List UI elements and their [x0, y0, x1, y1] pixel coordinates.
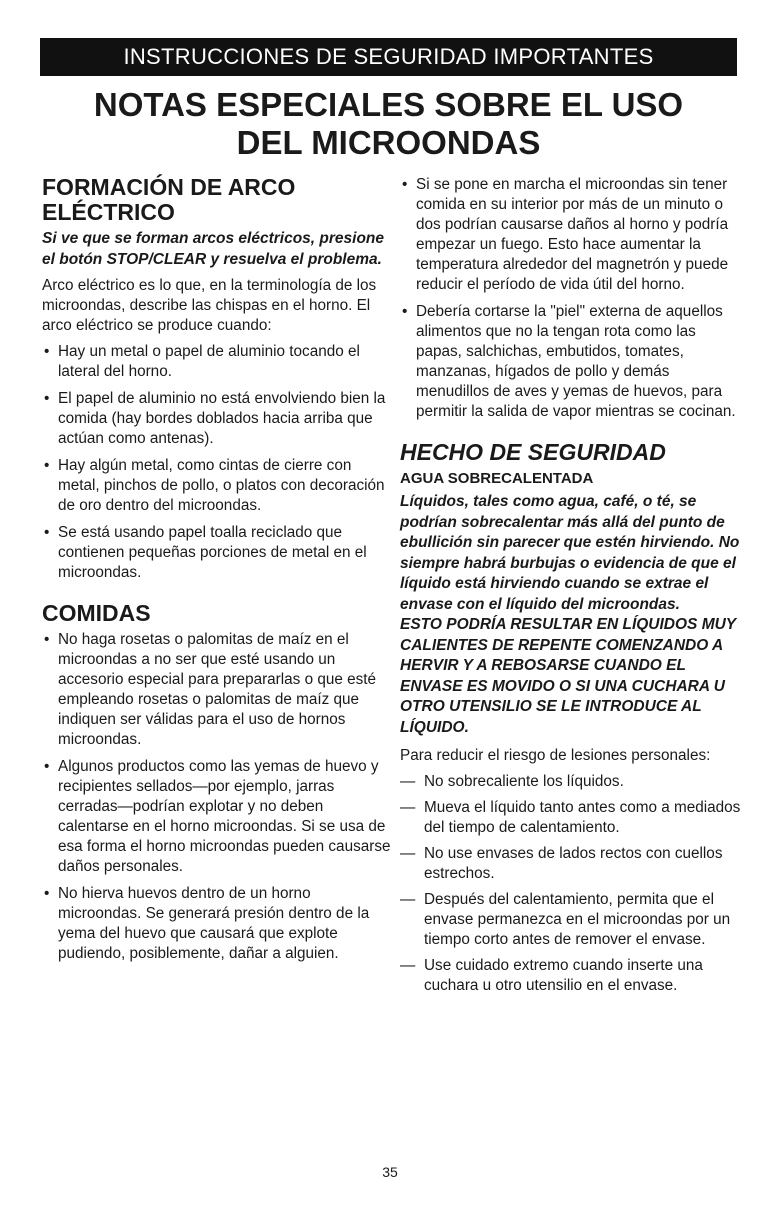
list-item: — Use cuidado extremo cuando inserte una cuchara u otro utensilio en el envase.	[400, 956, 745, 996]
list-item: • Hay algún metal, como cintas de cierre con metal, pinchos de pollo, o platos con decoración de oro dentro del microondas.	[42, 456, 394, 516]
list-item: — Mueva el líquido tanto antes como a mediados del tiempo de calentamiento.	[400, 798, 745, 838]
foods-section	[42, 601, 394, 964]
left-column	[42, 175, 394, 971]
safety-list	[400, 772, 745, 996]
safety-section	[400, 440, 745, 996]
arcing-heading-line-1: FORMACIÓN DE ARCO	[42, 174, 296, 200]
list-item: — No sobrecaliente los líquidos.	[400, 772, 745, 792]
list-item: • No hierva huevos dentro de un horno microondas. Se generará presión dentro de la yema del huevo que causará que explote pudiendo, posiblemente, dañar a alguien.	[42, 884, 394, 964]
list-item: • Se está usando papel toalla reciclado que contienen pequeñas porciones de metal en el microondas.	[42, 523, 394, 583]
safety-lead: Líquidos, tales como agua, café, o té, se podrían sobrecalentar más allá del punto de ebullición sin parecer que estén hirviendo. No siempre habrá burbujas o evidencia de que el líquido está hirviendo cuando se extrae el envase con el líquido del microondas.	[400, 493, 740, 613]
right-column	[400, 175, 745, 1002]
page-title-line-2: DEL MICROONDAS	[236, 124, 541, 161]
foods-list	[42, 630, 394, 964]
foods-list-continued	[400, 175, 745, 422]
page-title	[40, 86, 737, 162]
page-number: 35	[382, 1164, 398, 1180]
safety-subheading: AGUA SOBRECALENTADA	[400, 470, 594, 487]
arcing-section	[42, 175, 394, 583]
safety-heading: HECHO DE SEGURIDAD	[400, 439, 666, 465]
arcing-list	[42, 342, 394, 583]
arcing-lead: Si ve que se forman arcos eléctricos, presione el botón STOP/CLEAR y resuelva el problema.	[42, 230, 385, 268]
list-item: • Hay un metal o papel de aluminio tocando el lateral del horno.	[42, 342, 394, 382]
list-item: • Debería cortarse la "piel" externa de aquellos alimentos que no la tengan rota como las papas, salchichas, embutidos, tomates, manzanas, hígados de pollo y demás menudillos de aves y yemas de huevos, para permitir la salida de vapor mientras se cocinan.	[400, 302, 745, 422]
header-banner: INSTRUCCIONES DE SEGURIDAD IMPORTANTES	[40, 38, 737, 76]
list-item: — Después del calentamiento, permita que el envase permanezca en el microondas por un tiempo corto antes de remover el envase.	[400, 890, 745, 950]
foods-heading: COMIDAS	[42, 600, 151, 626]
page-title-line-1: NOTAS ESPECIALES SOBRE EL USO	[93, 86, 684, 123]
arcing-heading-line-2: ELÉCTRICO	[42, 199, 175, 225]
arcing-intro: Arco eléctrico es lo que, en la terminología de los microondas, describe las chispas en el horno. El arco eléctrico se produce cuando:	[42, 277, 377, 334]
list-item: • El papel de aluminio no está envolviendo bien la comida (hay bordes doblados hacia arriba que actúan como antenas).	[42, 389, 394, 449]
list-item: • Algunos productos como las yemas de huevo y recipientes sellados—por ejemplo, jarras cerradas—podrían explotar y no deben calentarse en el horno microondas. Si se usa de esa forma el horno microondas pueden causarse daños personales.	[42, 757, 394, 877]
list-item: • No haga rosetas o palomitas de maíz en el microondas a no ser que esté usando un accesorio especial para prepararlas o que esté empleando rosetas o palomitas de maíz que indiquen ser válidas para el uso de hornos microondas.	[42, 630, 394, 750]
list-item: • Si se pone en marcha el microondas sin tener comida en su interior por más de un minuto o dos podrían causarse daños al horno y podría empezar un fuego. Esto hace aumentar la temperatura alrededor del magnetrón y puede reducir el período de vida útil del horno.	[400, 175, 745, 295]
safety-intro: Para reducir el riesgo de lesiones personales:	[400, 747, 711, 764]
arcing-heading	[42, 175, 394, 225]
list-item: — No use envases de lados rectos con cuellos estrechos.	[400, 844, 745, 884]
safety-warning: ESTO PODRÍA RESULTAR EN LÍQUIDOS MUY CALIENTES DE REPENTE COMENZANDO A HERVIR Y A REBOSARSE CUANDO EL ENVASE ES MOVIDO O SI UNA CUCHARA U OTRO UTENSILIO SE LE INTRODUCE AL LÍQUIDO.	[400, 616, 736, 736]
